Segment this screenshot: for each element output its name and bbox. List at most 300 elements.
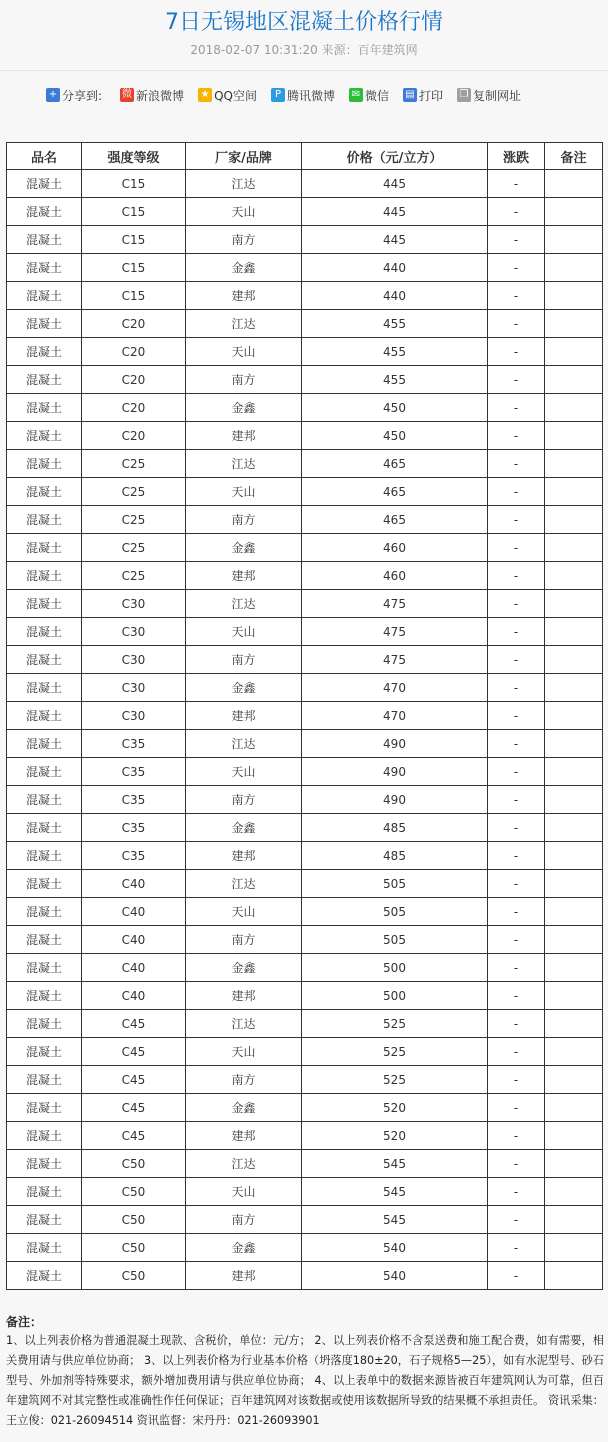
col-product-cell: 混凝土 <box>7 1010 82 1038</box>
col-brand-cell: 建邦 <box>186 562 302 590</box>
col-grade-cell: C30 <box>82 702 186 730</box>
col-change-cell: - <box>488 1234 545 1262</box>
col-remark-cell <box>545 310 603 338</box>
col-price-cell: 460 <box>302 534 488 562</box>
share-tencent-weibo-button[interactable] <box>271 87 335 104</box>
col-grade-cell: C35 <box>82 786 186 814</box>
table-row <box>7 702 603 730</box>
col-remark-cell <box>545 562 603 590</box>
col-remark-cell <box>545 1262 603 1290</box>
col-grade-cell: C45 <box>82 1066 186 1094</box>
col-brand-cell: 天山 <box>186 478 302 506</box>
col-product-cell: 混凝土 <box>7 450 82 478</box>
col-price-cell: 465 <box>302 450 488 478</box>
col-grade-cell: C40 <box>82 870 186 898</box>
table-row <box>7 366 603 394</box>
col-price-cell: 505 <box>302 870 488 898</box>
col-change-cell: - <box>488 1122 545 1150</box>
col-remark-cell <box>545 870 603 898</box>
share-qzone-button[interactable] <box>198 87 257 104</box>
col-grade-cell: C50 <box>82 1262 186 1290</box>
col-change-cell: - <box>488 1038 545 1066</box>
col-product-cell: 混凝土 <box>7 870 82 898</box>
col-grade-cell: C30 <box>82 674 186 702</box>
col-brand-cell: 南方 <box>186 1066 302 1094</box>
col-remark-cell <box>545 730 603 758</box>
share-label: 新浪微博 <box>136 88 185 103</box>
col-change-cell: - <box>488 226 545 254</box>
col-change-cell: - <box>488 870 545 898</box>
col-remark-cell <box>545 478 603 506</box>
col-brand-cell: 南方 <box>186 506 302 534</box>
col-remark-cell <box>545 786 603 814</box>
col-change-cell: - <box>488 982 545 1010</box>
col-remark-cell <box>545 590 603 618</box>
table-row <box>7 1178 603 1206</box>
share-wechat-button[interactable] <box>349 87 389 104</box>
col-product-cell: 混凝土 <box>7 1150 82 1178</box>
col-grade-cell: C40 <box>82 926 186 954</box>
tencent-weibo-icon: P <box>271 88 285 102</box>
col-grade-cell: C25 <box>82 478 186 506</box>
table-row <box>7 226 603 254</box>
col-product-cell: 混凝土 <box>7 1178 82 1206</box>
notes-section <box>6 1313 604 1431</box>
col-brand-cell: 江达 <box>186 1010 302 1038</box>
table-row <box>7 254 603 282</box>
table-row <box>7 926 603 954</box>
col-change-cell: - <box>488 814 545 842</box>
col-grade-cell: C50 <box>82 1206 186 1234</box>
col-change-cell: - <box>488 786 545 814</box>
col-change-cell: - <box>488 674 545 702</box>
col-grade-cell: C45 <box>82 1122 186 1150</box>
col-price-cell: 455 <box>302 366 488 394</box>
col-product-cell: 混凝土 <box>7 982 82 1010</box>
col-price-cell: 465 <box>302 506 488 534</box>
col-brand-cell: 江达 <box>186 730 302 758</box>
col-product-cell: 混凝土 <box>7 534 82 562</box>
col-grade-cell: C45 <box>82 1094 186 1122</box>
table-row <box>7 478 603 506</box>
col-price-cell: 540 <box>302 1262 488 1290</box>
col-change-cell: - <box>488 338 545 366</box>
col-brand-header: 厂家/品牌 <box>186 143 302 170</box>
col-grade-cell: C30 <box>82 618 186 646</box>
col-product-cell: 混凝土 <box>7 422 82 450</box>
col-product-cell: 混凝土 <box>7 1066 82 1094</box>
col-product-cell: 混凝土 <box>7 842 82 870</box>
col-change-cell: - <box>488 562 545 590</box>
col-product-cell: 混凝土 <box>7 338 82 366</box>
col-price-cell: 545 <box>302 1150 488 1178</box>
col-grade-cell: C20 <box>82 394 186 422</box>
col-remark-cell <box>545 1234 603 1262</box>
col-price-cell: 475 <box>302 590 488 618</box>
col-brand-cell: 建邦 <box>186 282 302 310</box>
col-product-cell: 混凝土 <box>7 562 82 590</box>
col-price-cell: 500 <box>302 954 488 982</box>
share-lead[interactable] <box>46 87 102 104</box>
col-price-cell: 500 <box>302 982 488 1010</box>
col-change-cell: - <box>488 758 545 786</box>
table-row <box>7 618 603 646</box>
col-brand-cell: 南方 <box>186 226 302 254</box>
col-grade-cell: C25 <box>82 506 186 534</box>
col-brand-cell: 金鑫 <box>186 254 302 282</box>
col-product-header: 品名 <box>7 143 82 170</box>
col-change-cell: - <box>488 534 545 562</box>
table-row <box>7 786 603 814</box>
col-price-cell: 460 <box>302 562 488 590</box>
col-remark-cell <box>545 646 603 674</box>
col-product-cell: 混凝土 <box>7 394 82 422</box>
share-label: 打印 <box>419 88 444 103</box>
col-remark-cell <box>545 758 603 786</box>
col-product-cell: 混凝土 <box>7 618 82 646</box>
col-price-cell: 545 <box>302 1178 488 1206</box>
col-brand-cell: 江达 <box>186 590 302 618</box>
table-row <box>7 1150 603 1178</box>
col-remark-cell <box>545 926 603 954</box>
col-brand-cell: 金鑫 <box>186 1234 302 1262</box>
col-grade-cell: C40 <box>82 954 186 982</box>
col-price-cell: 525 <box>302 1066 488 1094</box>
col-price-cell: 440 <box>302 282 488 310</box>
col-grade-cell: C20 <box>82 338 186 366</box>
col-product-cell: 混凝土 <box>7 758 82 786</box>
table-row <box>7 1010 603 1038</box>
col-product-cell: 混凝土 <box>7 170 82 198</box>
col-grade-cell: C15 <box>82 198 186 226</box>
col-change-cell: - <box>488 366 545 394</box>
col-change-cell: - <box>488 1178 545 1206</box>
col-price-cell: 485 <box>302 842 488 870</box>
table-row <box>7 590 603 618</box>
table-row <box>7 422 603 450</box>
col-grade-cell: C45 <box>82 1038 186 1066</box>
table-row <box>7 982 603 1010</box>
col-price-cell: 485 <box>302 814 488 842</box>
col-product-cell: 混凝土 <box>7 590 82 618</box>
col-grade-cell: C20 <box>82 422 186 450</box>
col-change-cell: - <box>488 1094 545 1122</box>
col-product-cell: 混凝土 <box>7 1234 82 1262</box>
col-remark-cell <box>545 534 603 562</box>
col-remark-cell <box>545 450 603 478</box>
col-change-cell: - <box>488 702 545 730</box>
col-grade-header: 强度等级 <box>82 143 186 170</box>
col-remark-cell <box>545 898 603 926</box>
col-product-cell: 混凝土 <box>7 1038 82 1066</box>
share-label: 复制网址 <box>473 88 522 103</box>
col-change-cell: - <box>488 310 545 338</box>
col-brand-cell: 天山 <box>186 198 302 226</box>
print-icon: ▤ <box>403 88 417 102</box>
col-grade-cell: C35 <box>82 842 186 870</box>
col-grade-cell: C40 <box>82 982 186 1010</box>
col-grade-cell: C20 <box>82 310 186 338</box>
col-brand-cell: 天山 <box>186 618 302 646</box>
weibo-icon: 微 <box>122 89 133 100</box>
table-row <box>7 842 603 870</box>
col-brand-cell: 建邦 <box>186 982 302 1010</box>
share-items <box>120 87 535 104</box>
table-row <box>7 758 603 786</box>
table-row <box>7 898 603 926</box>
table-row <box>7 338 603 366</box>
col-change-cell: - <box>488 1010 545 1038</box>
col-change-cell: - <box>488 1206 545 1234</box>
col-brand-cell: 南方 <box>186 1206 302 1234</box>
table-row <box>7 1234 603 1262</box>
col-brand-cell: 南方 <box>186 926 302 954</box>
notes-title: 备注： <box>6 1315 43 1329</box>
col-brand-cell: 金鑫 <box>186 954 302 982</box>
col-product-cell: 混凝土 <box>7 674 82 702</box>
col-brand-cell: 天山 <box>186 1178 302 1206</box>
col-price-cell: 525 <box>302 1038 488 1066</box>
col-product-cell: 混凝土 <box>7 366 82 394</box>
col-product-cell: 混凝土 <box>7 814 82 842</box>
col-product-cell: 混凝土 <box>7 310 82 338</box>
col-brand-cell: 天山 <box>186 1038 302 1066</box>
col-product-cell: 混凝土 <box>7 1094 82 1122</box>
col-brand-cell: 金鑫 <box>186 534 302 562</box>
col-product-cell: 混凝土 <box>7 1206 82 1234</box>
col-price-cell: 450 <box>302 394 488 422</box>
col-price-cell: 470 <box>302 702 488 730</box>
col-change-cell: - <box>488 394 545 422</box>
share-print-button[interactable] <box>403 87 443 104</box>
col-price-cell: 470 <box>302 674 488 702</box>
table-row <box>7 870 603 898</box>
table-row <box>7 282 603 310</box>
col-change-cell: - <box>488 422 545 450</box>
col-change-cell: - <box>488 730 545 758</box>
col-brand-cell: 建邦 <box>186 1122 302 1150</box>
col-remark-cell <box>545 1122 603 1150</box>
table-row <box>7 394 603 422</box>
share-plus-icon: + <box>46 88 60 102</box>
col-remark-cell <box>545 282 603 310</box>
col-remark-cell <box>545 842 603 870</box>
header-divider <box>0 70 608 71</box>
table-row <box>7 198 603 226</box>
col-price-cell: 455 <box>302 310 488 338</box>
col-remark-cell <box>545 814 603 842</box>
col-brand-cell: 天山 <box>186 338 302 366</box>
col-product-cell: 混凝土 <box>7 198 82 226</box>
col-grade-cell: C35 <box>82 730 186 758</box>
col-remark-cell <box>545 422 603 450</box>
col-brand-cell: 金鑫 <box>186 394 302 422</box>
wechat-icon: ✉ <box>349 88 363 102</box>
col-change-cell: - <box>488 954 545 982</box>
col-change-cell: - <box>488 926 545 954</box>
col-product-cell: 混凝土 <box>7 254 82 282</box>
col-brand-cell: 江达 <box>186 170 302 198</box>
col-remark-cell <box>545 366 603 394</box>
col-product-cell: 混凝土 <box>7 702 82 730</box>
col-remark-cell <box>545 982 603 1010</box>
col-grade-cell: C45 <box>82 1010 186 1038</box>
table-row <box>7 1038 603 1066</box>
col-brand-cell: 天山 <box>186 758 302 786</box>
col-brand-cell: 南方 <box>186 786 302 814</box>
share-copy-link-button[interactable] <box>457 87 521 104</box>
col-remark-cell <box>545 1094 603 1122</box>
col-product-cell: 混凝土 <box>7 730 82 758</box>
col-grade-cell: C20 <box>82 366 186 394</box>
page-title: 7日无锡地区混凝土价格行情 <box>165 10 443 35</box>
col-brand-cell: 南方 <box>186 646 302 674</box>
col-change-cell: - <box>488 842 545 870</box>
col-remark-cell <box>545 674 603 702</box>
col-brand-cell: 建邦 <box>186 422 302 450</box>
share-label: QQ空间 <box>214 88 257 103</box>
col-price-cell: 520 <box>302 1094 488 1122</box>
col-remark-cell <box>545 1150 603 1178</box>
table-row <box>7 1262 603 1290</box>
col-remark-cell <box>545 1066 603 1094</box>
col-remark-header: 备注 <box>545 143 603 170</box>
col-change-cell: - <box>488 282 545 310</box>
col-grade-cell: C15 <box>82 170 186 198</box>
col-price-cell: 475 <box>302 646 488 674</box>
col-product-cell: 混凝土 <box>7 898 82 926</box>
col-brand-cell: 江达 <box>186 310 302 338</box>
col-brand-cell: 江达 <box>186 450 302 478</box>
col-brand-cell: 金鑫 <box>186 814 302 842</box>
col-grade-cell: C15 <box>82 254 186 282</box>
col-brand-cell: 建邦 <box>186 1262 302 1290</box>
col-price-cell: 440 <box>302 254 488 282</box>
col-remark-cell <box>545 198 603 226</box>
table-row <box>7 562 603 590</box>
col-price-cell: 475 <box>302 618 488 646</box>
col-price-cell: 520 <box>302 1122 488 1150</box>
col-change-cell: - <box>488 1066 545 1094</box>
col-change-cell: - <box>488 254 545 282</box>
col-product-cell: 混凝土 <box>7 1122 82 1150</box>
col-remark-cell <box>545 702 603 730</box>
col-remark-cell <box>545 1206 603 1234</box>
col-change-cell: - <box>488 590 545 618</box>
table-row <box>7 1206 603 1234</box>
table-row <box>7 1066 603 1094</box>
table-row <box>7 1094 603 1122</box>
col-grade-cell: C25 <box>82 562 186 590</box>
col-price-cell: 490 <box>302 758 488 786</box>
price-table <box>6 142 603 1290</box>
col-grade-cell: C25 <box>82 450 186 478</box>
col-grade-cell: C50 <box>82 1178 186 1206</box>
table-row <box>7 730 603 758</box>
col-grade-cell: C25 <box>82 534 186 562</box>
col-price-header: 价格（元/立方） <box>302 143 488 170</box>
table-header-row <box>7 143 603 170</box>
col-brand-cell: 建邦 <box>186 842 302 870</box>
col-price-cell: 505 <box>302 926 488 954</box>
col-change-cell: - <box>488 450 545 478</box>
col-grade-cell: C30 <box>82 646 186 674</box>
col-change-cell: - <box>488 898 545 926</box>
col-remark-cell <box>545 394 603 422</box>
col-change-cell: - <box>488 646 545 674</box>
share-weibo-button[interactable] <box>120 87 184 104</box>
table-row <box>7 450 603 478</box>
col-remark-cell <box>545 1010 603 1038</box>
col-grade-cell: C30 <box>82 590 186 618</box>
col-grade-cell: C35 <box>82 758 186 786</box>
col-change-cell: - <box>488 506 545 534</box>
col-brand-cell: 南方 <box>186 366 302 394</box>
col-change-cell: - <box>488 618 545 646</box>
table-row <box>7 646 603 674</box>
col-grade-cell: C15 <box>82 282 186 310</box>
col-price-cell: 455 <box>302 338 488 366</box>
col-remark-cell <box>545 1178 603 1206</box>
col-grade-cell: C50 <box>82 1150 186 1178</box>
col-product-cell: 混凝土 <box>7 1262 82 1290</box>
col-product-cell: 混凝土 <box>7 926 82 954</box>
table-body <box>7 170 603 1290</box>
col-grade-cell: C15 <box>82 226 186 254</box>
col-grade-cell: C40 <box>82 898 186 926</box>
table-row <box>7 954 603 982</box>
col-product-cell: 混凝土 <box>7 226 82 254</box>
col-remark-cell <box>545 506 603 534</box>
table-row <box>7 534 603 562</box>
col-price-cell: 490 <box>302 730 488 758</box>
col-product-cell: 混凝土 <box>7 786 82 814</box>
col-change-cell: - <box>488 1262 545 1290</box>
col-remark-cell <box>545 254 603 282</box>
share-lead-label: 分享到: <box>62 88 103 103</box>
col-brand-cell: 江达 <box>186 870 302 898</box>
col-grade-cell: C35 <box>82 814 186 842</box>
col-brand-cell: 天山 <box>186 898 302 926</box>
col-remark-cell <box>545 954 603 982</box>
notes-text: 1、以上列表价格为普通混凝土现款、含税价，单位：元/方； 2、以上列表价格不含泵送费和施工配合费，如有需要，相关费用请与供应单位协商； 3、以上列表价格为行业基本价格（坍落度180±20，石子规格5—25），如有水泥型号、砂石型号、外加剂等特殊要求，额外增加费用请与供应单位协商； 4、以上表单中的数据来源皆被百年建筑网认为可靠，但百年建筑网不对其完整性或准确性作任何保证；百年建筑网对该数据或使用该数据所导致的结果概不承担责任。 资讯采集：王立俊：021-26094514 资讯监督：宋丹丹：021-26093901 <box>6 1334 604 1427</box>
col-remark-cell <box>545 170 603 198</box>
col-brand-cell: 江达 <box>186 1150 302 1178</box>
col-change-cell: - <box>488 198 545 226</box>
col-price-cell: 450 <box>302 422 488 450</box>
col-remark-cell <box>545 226 603 254</box>
col-brand-cell: 建邦 <box>186 702 302 730</box>
table-row <box>7 310 603 338</box>
table-row <box>7 1122 603 1150</box>
col-remark-cell <box>545 1038 603 1066</box>
col-change-cell: - <box>488 478 545 506</box>
col-change-cell: - <box>488 170 545 198</box>
col-price-cell: 490 <box>302 786 488 814</box>
col-product-cell: 混凝土 <box>7 646 82 674</box>
col-price-cell: 540 <box>302 1234 488 1262</box>
col-brand-cell: 金鑫 <box>186 674 302 702</box>
col-product-cell: 混凝土 <box>7 506 82 534</box>
col-price-cell: 545 <box>302 1206 488 1234</box>
article-meta: 2018-02-07 10:31:20 来源：百年建筑网 <box>190 43 418 57</box>
col-price-cell: 445 <box>302 170 488 198</box>
share-label: 微信 <box>364 88 389 103</box>
share-bar <box>0 80 608 110</box>
article-header <box>0 0 608 58</box>
col-product-cell: 混凝土 <box>7 282 82 310</box>
col-remark-cell <box>545 338 603 366</box>
